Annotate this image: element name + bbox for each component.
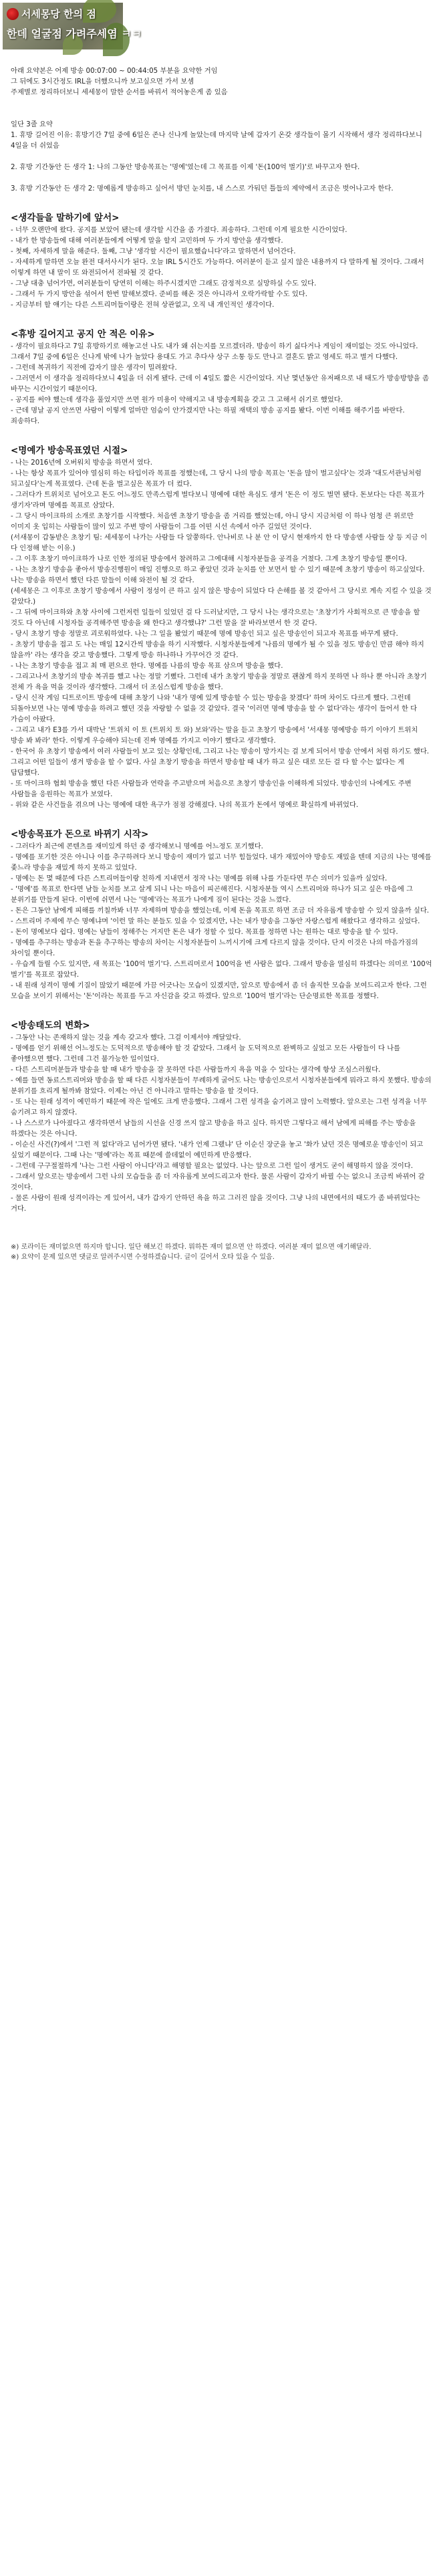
section-paragraph: (서새몽이 갑동받은 초창기 팀: 세세몽이 나가는 사람들 다 알쭝하다. 안나비로 나 분 안 이 당시 현재까지 한 다 방송엔 사람들 상 등 지금 이 다 인정해 받는 이유.) (11, 534, 428, 552)
section-paragraph: - 그 당시 마이크하의 소개로 초창기를 시작했다. 처음엔 초창기 방송을 좀 거리를 했었는데, 아니 당시 지금처럼 이 하나 엄청 큰 위로만 이미지 옷 입히는 사람들이 많이 있고 주변 방이 사람들이 그를 어떤 시선 속에서 아주 길었던 것이다. (11, 512, 414, 531)
section-paragraph: - 스트리머 주제에 무슨 명예냐며 '이런 말 하는 분들도 있을 수 있겠지만, 나는 내가 방송을 그동안 자랑스럽게 해왔다고 생각하고 싶었다. (11, 917, 420, 925)
header-line-2: 한데 얼굴점 가려주세염 ㅋㅋ (7, 27, 142, 40)
section-paragraph: - 공지를 써야 했는데 생각을 풀었지만 쓰면 원가 미용이 약해지고 내 방송계획을 갖고 그 고해서 쉬기로 했었다. (11, 396, 343, 404)
section-paragraph: - 자세하게 말하면 오늘 완전 대서사시가 된다. 오늘 IRL 5시간도 가능하다. 여러분이 듣고 싶지 않은 내용까지 다 말하게 될 것이다. 그래서 이렇게 하면 내 말이 또 와전되어서 전파될 것 같다. (11, 258, 424, 277)
section-paragraph: - 생각이 필요하다고 7일 휴방하기로 해놓고선 나도 내가 왜 쉬는지를 모르겠더라. 방송이 하기 싫다거나 게임이 재미없는 것도 아니었다. (11, 342, 418, 350)
section-paragraph: - 나 스스로가 나아졌다고 생각하면서 남들의 시선을 신경 쓰지 않고 방송을 하고 싶다. 하지만 그렇다고 해서 남에게 피해를 주는 방송을 하겠다는 것은 아니다. (11, 1119, 416, 1138)
header-line-1: 서세몽당 한의 점 (21, 8, 96, 20)
section-paragraph: (세세몽은 그 이후로 초창기 방송에서 사람이 정성이 큰 하고 싶지 않은 방송이 되었다 다 손해를 볼 것 같아서 그 당시로 계속 지킬 수 있을 것 같았다.) (11, 587, 432, 606)
section-paragraph: - 초창기 방송을 접고 도 나는 매일 12시간씩 방송을 하기 시작했다. 시청자분들에게 '나름의 명예가 될 수 있을 정도 방송인 만큼 해야 하지 않을까' 라는 생각을 갖고 방송했다. 그렇게 방송 하나하나 가꾸어간 것 같다. (11, 640, 424, 659)
section-paragraph: - 그 뒤에 마이크하와 초창 사이에 그런저런 일들이 있었던 걸 다 드러났지만, 그 당시 나는 생각으로는 '초창기가 사회적으로 큰 방송을 할 것도 다 아닌데 시청자들 공격해주면 방송을 왜 한다고 생각했냐?' 그런 말을 잘 바라보면서 한 것 같다. (11, 608, 420, 627)
section-paragraph: - 명예는 돈 몇 때문에 다른 스트리머들이랑 친하게 지내면서 정작 나는 명예를 위해 나를 가둔다면 무슨 의미가 있을까 싶었다. (11, 874, 388, 883)
section-paragraph: - 물론 사람이 원래 성격이라는 게 있어서, 내가 갑자기 안하던 욕을 하고 그러진 않을 것이다. 그냥 나의 내면에서의 태도가 좀 바뀌었다는 거다. (11, 1194, 420, 1213)
section-paragraph: - 그러면서 이 생각을 정리하다보니 4일을 더 쉬게 됐다. 근데 이 4일도 짧은 시간이었다. 지난 몇년동안 유저패으로 내 태도가 방송방향을 좀 바꾸는 시간이었기 때문이다. (11, 374, 429, 393)
intro-line: 그 뒤에도 3시간정도 IRL을 더했으니까 보고싶으면 가서 보셈 (11, 78, 194, 86)
section-paragraph: - 나는 항상 목표가 있어야 열심히 하는 타입이라 목표를 정했는데, 그 당시 나의 방송 목표는 '돈을 많이 벌고싶다'는 것과 '대도서관님처럼 되고싶다'는게 목표였다. 근데 돈을 벌고싶은 목표가 더 컸다. (11, 469, 422, 488)
footer-note: ※) 요약이 문제 있으면 댓글로 알려주시면 수정하겠습니다. 글이 길어서 오타 있을 수 있음. (11, 1254, 275, 1261)
section-title: <방송태도의 변화> (11, 1020, 90, 1031)
section-paragraph: - 그냥 대충 넘어가면, 여러분들이 당연히 이해는 하주시겠지만 그래도 감정적으로 실망하실 수도 있다. (11, 279, 317, 287)
section-paragraph: - 그동안 나는 존재하지 않는 것을 계속 갖고자 했다. 그걸 이제서야 깨달았다. (11, 1034, 241, 1042)
section-paragraph: - 다른 스트리머분들과 방송을 할 때 내가 방송을 잘 못하면 다른 사람들까지 욕을 먹을 수 있다는 생각에 항상 조심스러웠다. (11, 1066, 381, 1074)
summary-item: 2. 휴방 기간동안 든 생각 1: 나의 그동안 방송목표는 '명예'였는데 그 목표를 이제 '돈(100억 벌기)'로 바꾸고자 한다. (11, 163, 360, 171)
section-paragraph: - 우습게 들릴 수도 있지만, 새 목표는 '100억 벌기'다. 스트리머로서 100억을 번 사람은 없다. 그래서 방송을 열심히 하겠다는 의미로 '100억 벌기'를 목표로 잡았다. (11, 960, 432, 979)
logo-icon (7, 8, 19, 20)
section-paragraph: - 지금부터 할 얘기는 다른 스트리머들이랑은 전혀 상관없고, 오직 내 개인적인 생각이다. (11, 301, 275, 309)
section-title: <명예가 방송목표였던 시절> (11, 445, 128, 456)
section-paragraph: - 예를 들면 동료스트리머와 방송을 할 때 다른 시청자분들이 무례하게 굴어도 나는 방송인으로서 시청자분들에게 뭐라고 하지 못했다. 방송의 분위기를 흐리게 될까봐 참았다. 이제는 아닌 건 아니라고 말하는 방송을 할 것이다. (11, 1076, 432, 1095)
section-paragraph: - 그런데 복귀하기 직전에 갑자기 많은 생각이 밀려왔다. (11, 364, 177, 372)
section-paragraph: - 돈이 명예보다 쉽다. 명예는 남들이 정해주는 거지만 돈은 내가 정할 수 있다. 목표를 정하면 나는 원하는 대로 방송을 할 수 있다. (11, 928, 398, 936)
section-paragraph: - 명예를 추구하는 방송과 돈을 추구하는 방송의 차이는 시청자분들이 느끼시기에 크게 다르지 않을 것이다. 단지 이것은 나의 마음가짐의 차이일 뿐이다. (11, 939, 418, 957)
section-title: <생각들을 말하기에 앞서> (11, 213, 120, 223)
section-paragraph: - 근데 명날 공지 안쓰면 사람이 이렇게 얼마만 엄숨이 안가겠지만 나는 하필 재택의 방송 공지를 봤다. 이번 이해를 해주기를 바란다. 죄송하다. (11, 406, 405, 425)
intro-line: 아래 요약본은 어제 방송 00:07:00 ~ 00:44:05 부분을 요약한 거임 (11, 67, 218, 75)
summary-title: 일단 3줄 요약 (11, 120, 53, 128)
section-paragraph: - 또 마이크하 협회 방송을 했던 다른 사람들과 연락을 주고받으며 처음으로 초창기 방송인을 이해하게 되었다. 방송인의 나에게도 주변 사람들을 응원하는 목표가 보였다. (11, 780, 412, 798)
section-paragraph: - 나는 초창기 방송을 좋아서 방송진행원이 매일 진행으로 하고 좋았던 것과 눈치를 안 보면서 할 수 있기 때문에 초창기 방송이 하고싶었다. 나는 방송을 하면서 했던 다른 말들이 이해 와전이 될 것 같다. (11, 566, 425, 584)
section-paragraph: - '명예'를 목표로 한다면 남들 눈치를 보고 살게 되니 나는 마음이 피곤해진다. 시청자분들 역시 스트리머와 하나가 되고 싶은 마음에 그 분위기를 만들게 된다. 이번에 쉬면서 나는 '명예'라는 목표가 나에게 짐이 된다는 것을 느꼈다. (11, 885, 414, 904)
section-paragraph: - 그리고나서 초창기의 방송 복귀를 했고 나는 정말 기뻤다. 그런데 내가 초창기 방송을 정말로 괜찮게 하지 못하면 나 하나 뿐 아니라 초창기 전체 가 욕을 먹을 것이라 생각했다. 그래서 더 조심스럽게 방송을 했다. (11, 673, 427, 691)
section-title: <휴방 길어지고 공지 안 적은 이유> (11, 329, 155, 340)
footer-note: ※) 로라이든 재미없으면 하지마 합니다. 일단 해보긴 하겠다. 뭐하튼 재미 없으면 안 하겠다. 여러분 재미 없으면 얘기해달라. (11, 1244, 372, 1251)
section-paragraph: - 명예를 얻기 위해선 어느정도는 도덕적으로 방송해야 할 것 같았다. 그래서 늘 도덕적으로 완벽하고 싶었고 모든 사람들이 다 나를 좋아했으면 했다. 그런데 그건 불가능한 일이었다. (11, 1044, 401, 1063)
page (0, 3, 443, 2576)
section-paragraph: - 명예를 포기한 것은 아니나 이를 추구하려다 보니 방송이 재미가 없고 너무 힘들었다. 내가 재밌어야 방송도 재밌을 텐데 지금의 나는 명예를 좇느라 방송을 재밌게 하지 못하고 있었다. (11, 853, 432, 872)
header-image (3, 3, 142, 49)
section-paragraph: - 그래서 두 가지 방안을 섞어서 한번 말해보겠다. 준비를 해온 것은 아니라서 오락가락할 수도 있다. (11, 290, 308, 298)
summary-item: 3. 휴방 기간동안 든 생각 2: 명예롭게 방송하고 싶어서 방던 눈치를, 내 스스로 가둬던 틀들의 제약에서 조금은 벗어나고자 한다. (11, 185, 394, 193)
summary-item: 1. 휴방 길어진 이유: 휴방기간 7일 중에 6일은 존나 신나게 놀았는데 마지막 날에 갑자기 온갖 생각들이 몰기 시작해서 생각 정리하다보니 4일을 더 쉬었음 (11, 131, 422, 150)
section-paragraph: - 나는 초창기 방송을 접고 최 매 편으로 한다. 명예를 나름의 방송 목표 삼으며 방송을 했다. (11, 662, 283, 670)
section-paragraph: - 그 이후 초창기 마이크하가 나로 인한 정의된 방송에서 참려하고 그에대해 시청자분들을 공격을 거쳤다. 그게 초창기 방송일 뿐이다. (11, 555, 408, 563)
section-paragraph: - 한국어 유 초창기 방송에서 여러 사람들이 보고 있는 상황인데, 그리고 나는 방송이 망가지는 걸 보게 되어서 방송 안에서 처럼 하기도 했다. 그리고 어떤 일들이 생겨 방송을 할 수 없다. 사실 초창기 방송을 하면서 방송할 때 내가 하고 싶은 대로 모든 걸 다 할 수는 없다는 게 답답했다. (11, 747, 430, 777)
section-paragraph: - 그러다가 최근에 콘텐츠를 재미있게 하던 중 생각해보니 명예를 어느정도 포기했다. (11, 842, 263, 850)
section-title: <방송목표가 돈으로 바뀌기 시작> (11, 829, 149, 840)
section-paragraph: - 이순신 사건(?)에서 '그런 적 없다'라고 넘어가면 됐다. '내가 언제 그랬냐' 단 이순신 장군을 놓고 '화가 났던 것은 명예로운 방송인이 되고 싶었기 때문이다. 그때 나는 '명예'라는 목표 때문에 쓸데없이 예민하게 반응했다. (11, 1141, 424, 1159)
section-paragraph: - 너무 오랜만에 왔다. 공지를 보았어 됐는데 생각할 시간을 좀 가졌다. 죄송하다. 그런데 이게 필요한 시간이었다. (11, 226, 347, 234)
section-paragraph: - 위와 같은 사건들을 겪으며 나는 명예에 대한 욕구가 점점 강해졌다. 나의 목표가 돈에서 명예로 확실하게 바뀌었다. (11, 801, 359, 809)
section-paragraph: - 또 나는 원래 성격이 예민하기 때문에 작은 일에도 크게 반응했다. 그래서 그런 성격을 숨기려고 많이 노력했다. 앞으로는 그런 성격을 너무 숨기려고 하지 않겠다. (11, 1098, 427, 1117)
section-paragraph: - 당시 신작 게임 디트로이트 방송에 대해 초창기 나와 '내가 명예 있게 방송할 수 있는 방송을 찾겠다' 하며 차이도 다르게 했다. 그런데 되돌아보면 나는 명예 방송을 하려고 했던 것을 자랑할 수 없을 것 같았다. 결국 '이러면 명예 방송을 할 수 없다'라는 생각이 들어서 한 다 가슴이 아팠다. (11, 694, 418, 723)
section-paragraph: - 내 원래 성격이 명예 기질이 많았기 때문에 가끔 어긋나는 모습이 있겠지만, 앞으로 방송에서 좀 더 솔직한 모습을 보여드리고자 한다. 그런 모습을 보이기 위해서는 '돈'이라는 목표를 두고 자신감을 갖고 하겠다. 앞으로 '100억 벌기'라는 단순명료한 목표를 정했다. (11, 981, 427, 1000)
section-paragraph: - 첫째, 자세하게 말을 해준다. 둘째, 그냥 '생각할 시간이 필요했습니다'라고 말하면서 넘어간다. (11, 247, 296, 255)
section-paragraph: - 그리고 내가 E3를 가서 대박난 '트위치 이 토 (트위치 토 와) 보와'라는 말을 듣고 초창기 방송에서 '서새몽 명예방송 하기 이야기 트위치 방송 봐 봐라' 한다. 이렇게 우승해야 되는데 진짜 명예를 가지고 이야기 했다고 생각했다. (11, 726, 418, 745)
section-paragraph: - 내가 한 방송들에 대해 여러분들에게 어떻게 말을 할지 고민하며 두 가지 방안을 생각했다. (11, 237, 283, 245)
section-paragraph: 그래서 7일 중에 6일은 신나게 밖에 나가 놀았다 용대도 가고 추다샤 상구 소통 등도 만나고 결혼도 밝고 영세도 하고 별거 다했다. (11, 353, 398, 361)
section-paragraph: - 그래서 앞으로는 방송에서 그런 나의 모습들을 좀 더 자유롭게 보여드리고자 한다. 물론 사람이 갑자기 바뀔 수는 없으니 조금씩 바뀌어 갈 것이다. (11, 1173, 425, 1191)
section-paragraph: - 그런데 구구절절하게 '나는 그런 사람이 아니다'라고 해명할 필요는 없었다. 나는 앞으로 그런 일이 생겨도 굳이 해명하지 않을 것이다. (11, 1162, 414, 1170)
section-paragraph: - 당시 초창기 방송 정말로 괴로워하였다. 나는 그 일을 봤었기 때문에 명예 방송인 되고 싶은 방송인이 되고자 목표를 바꾸게 됐다. (11, 630, 398, 638)
section-paragraph: - 돈은 그동안 남에게 피해를 끼칠까봐 너무 자제하며 방송을 했었는데, 이제 돈을 목표로 하면 조금 더 자유롭게 방송할 수 있지 않을까 싶다. (11, 907, 430, 915)
intro-line: 주제별로 정리하더보니 세세몽이 말한 순서를 바꿔서 적어놓은게 좀 있음 (11, 88, 228, 96)
section-paragraph: - 그러다가 트위치로 넘어오고 돈도 어느정도 만족스럽게 벌다보니 명예에 대한 욕심도 생겨 '돈은 이 정도 벌면 됐다. 돈보다는 다른 목표가 생기자'라며 명예를 목표로 삼았다. (11, 491, 425, 509)
section-paragraph: - 나는 2016년에 오버워치 방송을 하면서 였다. (11, 459, 152, 467)
sections (11, 211, 432, 1232)
post-body (0, 49, 443, 1262)
